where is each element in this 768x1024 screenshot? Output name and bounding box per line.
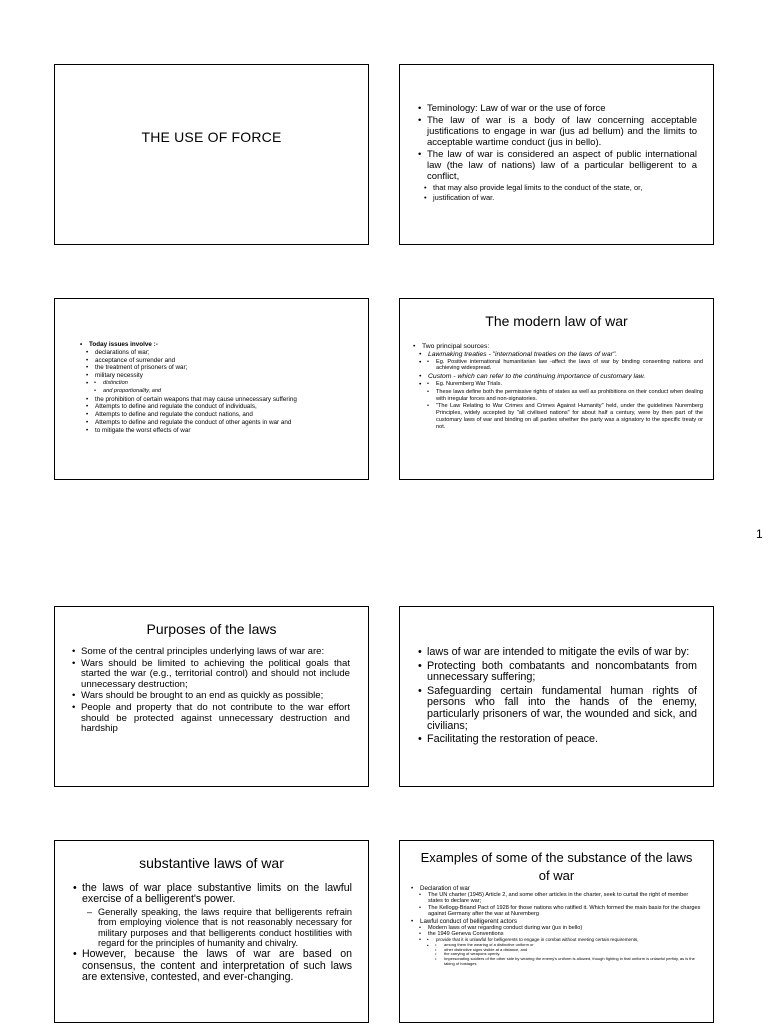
slide-body [82, 883, 352, 985]
list-item: • the treatment of prisoners of war; [95, 364, 358, 372]
list-item: • Custom - which can refer to the continuing importance of customary law. [428, 373, 703, 381]
bullet: • Protecting both combatants and noncombatants from unnecessary suffering; [427, 661, 697, 684]
bullet: • Facilitating the restoration of peace. [427, 734, 697, 746]
list-item: • Lawmaking treaties - "international treaties on the laws of war". [428, 351, 703, 359]
list-item: • to mitigate the worst effects of war [95, 427, 358, 435]
bullet: • Wars should be limited to achieving the political goals that started the war (e.g., territorial control) and should not include unnecessary destruction; [81, 659, 350, 691]
slide-body [427, 647, 697, 748]
list-item: • Attempts to define and regulate the conduct of individuals, [95, 403, 358, 411]
nested-list [436, 943, 703, 967]
bullet: • Declaration of war [420, 885, 703, 892]
bullet-heading: • Today issues involve :- [89, 341, 358, 349]
bullet: • The law of war is a body of law concerning acceptable justifications to engage in war (jus ad bellum) and the limits to acceptable wartime conduct (jus in bello). [427, 115, 697, 148]
nested-list [95, 380, 358, 396]
list-item: • • Eg. Positive international humanitarian law -affect the laws of war by binding consenting nations and achieving widespread. [436, 359, 703, 373]
slide-body [81, 647, 350, 736]
slide-substantive-laws [54, 840, 369, 1023]
sub-bullet: – Generally speaking, the laws require that belligerents refrain from employing violence that is not reasonably necessary for military purposes and that belligerents conduct hostilities with regard for the principles of humanity and chivalry. [98, 907, 352, 949]
bullet: • People and property that do not contribute to the war effort should be protected against unnecessary destruction and hardship [81, 703, 350, 735]
list-item: • • among them the wearing of a distinctive uniform or [444, 943, 703, 948]
slide-terminology [399, 64, 714, 245]
list-item: • the prohibition of certain weapons that may cause unnecessary suffering [95, 396, 358, 404]
sub-bullet: • that may also provide legal limits to the conduct of the state, or, [433, 183, 697, 192]
slide-title: Examples of some of the substance of the laws of war [420, 850, 693, 883]
list-item: • The Kellogg-Briand Pact of 1928 for those nations who ratified it. Which formed the main basis for the charges against Germany after the war at Nuremberg [428, 905, 703, 918]
slide-body [89, 341, 358, 435]
bullet: • Wars should be brought to an end as quickly as possible; [81, 691, 350, 702]
slide-today-issues [54, 298, 369, 480]
bullet: • the laws of war place substantive limits on the lawful exercise of a belligerent's power. [82, 883, 352, 906]
list-item: • • provide that it is unlawful for belligerents to engage in combat without meeting certain requirements, [436, 937, 703, 942]
list-item: • These laws define both the permissive rights of states as well as prohibitions on their conduct when dealing with irregular forces and non-signatories. [436, 389, 703, 403]
list-item: • the 1949 Geneva Conventions [428, 931, 703, 937]
slide-title-use-of-force [54, 64, 369, 245]
bullet: • Some of the central principles underlying laws of war are: [81, 647, 350, 658]
list-item: • "The Law Relating to War Crimes and Crimes Against Humanity" held, under the guidelines Nuremberg Principles, widely accepted by "all civilised nations" for about half a century, were by then part of the customary laws of war and binding on all parties whether the party was a signatory to the specific treaty or not. [436, 403, 703, 430]
list-item: • • distinction [103, 380, 358, 388]
slide-mitigate-evils [399, 606, 714, 787]
list-item: • and proportionality, and [103, 388, 358, 396]
nested-list [428, 381, 703, 431]
slide-examples-substance [399, 840, 714, 1023]
bullet: • Teminology: Law of war or the use of force [427, 103, 697, 114]
page-number: 1 [756, 527, 763, 541]
slide-purposes-of-laws [54, 606, 369, 787]
list-item: • acceptance of surrender and [95, 357, 358, 365]
list-item: • Attempts to define and regulate the conduct of other agents in war and [95, 419, 358, 427]
slide-modern-law-of-war [399, 298, 714, 480]
bullet: • Two principal sources: [422, 343, 703, 351]
list-item: • the carrying of weapons openly. [444, 952, 703, 957]
nested-list [428, 359, 703, 373]
slide-body [422, 343, 703, 432]
slide-body [420, 885, 703, 967]
list-item: • military necessity [95, 372, 358, 380]
nested-list [428, 937, 703, 966]
list-item: • declarations of war; [95, 349, 358, 357]
slide-title: Purposes of the laws [146, 621, 277, 637]
slide-title: The modern law of war [485, 313, 628, 329]
list-item: • Impersonating soldiers of the other side by wearing the enemy's uniform is allowed, though fighting in that uniform is unlawful perfidy, as is the taking of hostages [444, 957, 703, 967]
list-item: • Attempts to define and regulate the conduct nations, and [95, 411, 358, 419]
bullet: • However, because the laws of war are based on consensus, the content and interpretation of such laws are extensive, contested, and ever-changing. [82, 949, 352, 983]
list-item: • Modern laws of war regarding conduct during war (jus in bello) [428, 925, 703, 931]
slide-title: THE USE OF FORCE [141, 129, 282, 145]
slide-title: substantive laws of war [139, 855, 284, 871]
list-item: • other distinctive signs visible at a distance, and [444, 948, 703, 953]
bullet: • Safeguarding certain fundamental human rights of persons who fall into the hands of the enemy, particularly prisoners of war, the wounded and sick, and civilians; [427, 686, 697, 732]
sub-bullet: • justification of war. [433, 193, 697, 202]
list-item: • The UN charter (1945) Article 2, and some other articles in the charter, seek to curtail the right of member states to declare war; [428, 892, 703, 905]
bullet: • laws of war are intended to mitigate the evils of war by: [427, 647, 697, 659]
bullet: • Lawful conduct of belligerent actors [420, 918, 703, 925]
bullet: • The law of war is considered an aspect of public international law (the law of nations) law of a particular belligerent to a conflict, [427, 149, 697, 182]
list-item: • • Eg. Nuremberg War Trials. [436, 381, 703, 388]
slide-body [427, 103, 697, 203]
